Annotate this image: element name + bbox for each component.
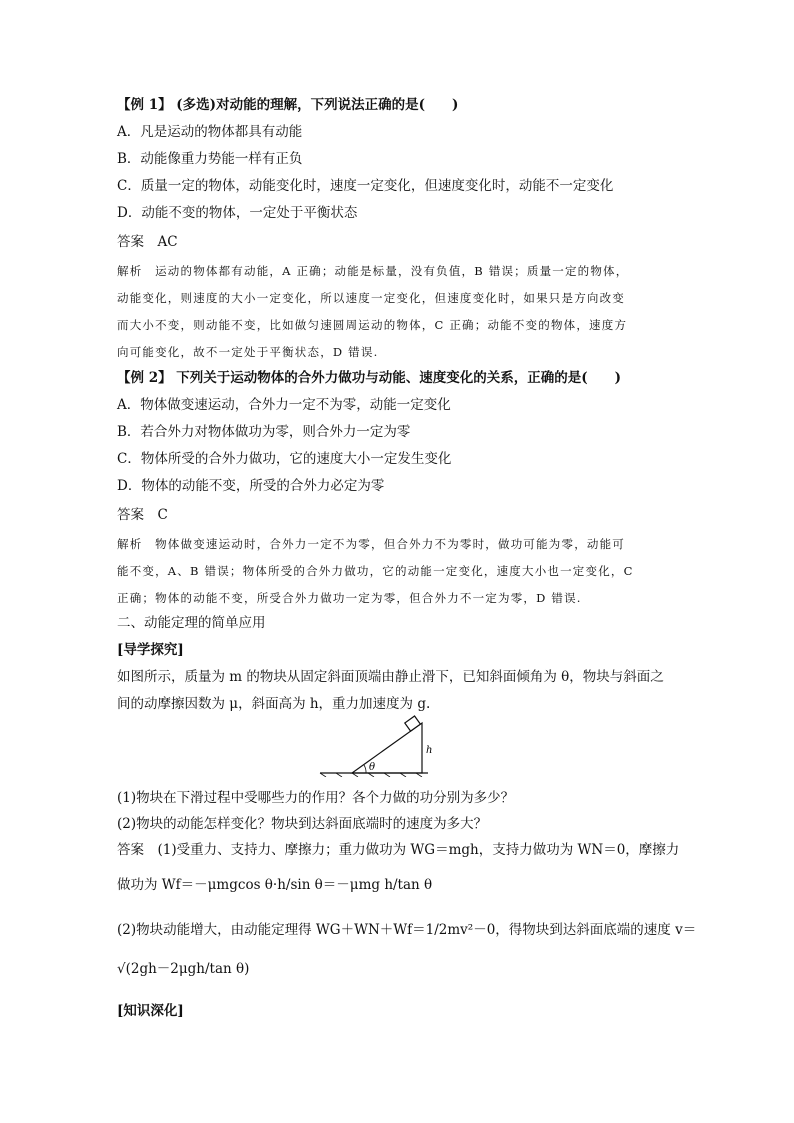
question-2: (2)物块的动能怎样变化？物块到达斜面底端时的速度为多大？ [117,816,488,832]
example-1-option-a: A．凡是运动的物体都具有动能 [117,124,303,140]
example-2-explanation-line-2: 能不变，A、B 错误；物体所受的合外力做功，它的动能一定变化，速度大小也一定变化，C [117,564,634,578]
example-2-explanation-line-1: 解析 物体做变速运动时，合外力一定不为零，但合外力不为零时，做功可能为零，动能可 [117,537,625,551]
guide-label: [导学探究] [117,642,184,658]
example-1-answer: 答案 AC [117,234,178,250]
section-heading: 二、动能定理的简单应用 [117,615,266,631]
example-2-option-b: B．若合外力对物体做功为零，则合外力一定为零 [117,424,411,440]
example-2-title: 【例 2】 下列关于运动物体的合外力做功与动能、速度变化的关系，正确的是( ) [117,370,622,386]
answer-2-line-2: √(2gh－2μgh/tan θ) [117,961,250,977]
height-h-label: h [426,745,433,756]
example-1-explanation-line-4: 向可能变化，故不一定处于平衡状态，D 错误. [117,345,379,359]
deepen-label: [知识深化] [117,1003,184,1019]
block [405,716,421,731]
angle-theta-label: θ [369,762,376,773]
example-2-option-a: A．物体做变速运动，合外力一定不为零，动能一定变化 [117,397,451,413]
answer-1-line-1: 答案 (1)受重力、支持力、摩擦力；重力做功为 WG＝mgh，支持力做功为 WN＝0，摩擦力 [117,842,680,858]
example-1-explanation-line-2: 动能变化，则速度的大小一定变化，所以速度一定变化，但速度变化时，如果只是方向改变 [117,291,625,305]
answer-1-line-2: 做功为 Wf＝－μmgcos θ·h/sin θ＝－μmg h/tan θ [117,877,433,893]
example-1-explanation-line-3: 而大小不变，则动能不变，比如做匀速圆周运动的物体，C 正确；动能不变的物体，速度方 [117,318,628,332]
problem-line-2: 间的动摩擦因数为 μ，斜面高为 h，重力加速度为 g. [117,696,431,712]
answer-2-line-1: (2)物块动能增大，由动能定理得 WG＋WN＋Wf＝1/2mv²－0，得物块到达斜面底端的速度 v＝ [117,922,697,938]
example-1-explanation-line-1: 解析 运动的物体都有动能，A 正确；动能是标量，没有负值，B 错误；质量一定的物体， [117,264,629,278]
incline-diagram [318,693,458,777]
example-2-option-d: D．物体的动能不变，所受的合外力必定为零 [117,478,385,494]
angle-arc [364,765,366,773]
problem-line-1: 如图所示，质量为 m 的物块从固定斜面顶端由静止滑下，已知斜面倾角为 θ，物块与斜面之 [117,669,664,685]
example-1-title: 【例 1】 (多选)对动能的理解，下列说法正确的是( ) [117,97,459,113]
example-2-answer: 答案 C [117,507,168,523]
example-1-option-d: D．动能不变的物体，一定处于平衡状态 [117,205,358,221]
question-1: (1)物块在下滑过程中受哪些力的作用？各个力做的功分别为多少？ [117,790,515,806]
example-2-option-c: C．物体所受的合外力做功，它的速度大小一定发生变化 [117,451,452,467]
example-2-explanation-line-3: 正确；物体的动能不变，所受合外力做功一定为零，但合外力不一定为零，D 错误. [117,591,582,605]
example-1-option-b: B．动能像重力势能一样有正负 [117,151,303,167]
example-1-option-c: C．质量一定的物体，动能变化时，速度一定变化，但速度变化时，动能不一定变化 [117,178,614,194]
